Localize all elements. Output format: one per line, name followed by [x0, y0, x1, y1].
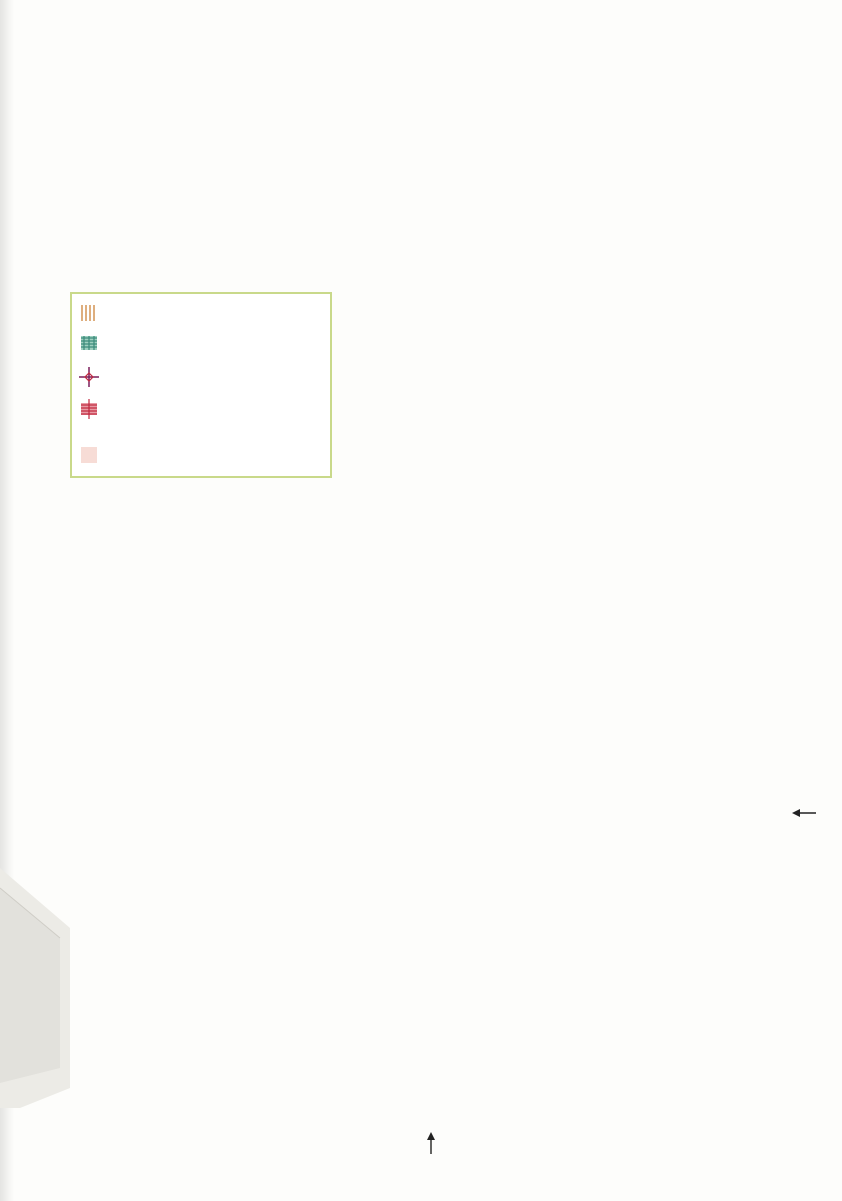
embroidered-heart-photo-large	[262, 62, 458, 234]
embroidered-heart-photo-small	[560, 246, 766, 432]
satin-stitch-icon	[78, 302, 100, 324]
center-column-arrow-icon	[424, 1132, 438, 1154]
legend-item-cutwork	[78, 444, 106, 466]
center-row-arrow-icon	[792, 806, 816, 820]
legend-item-satin	[78, 302, 109, 324]
woven-bar-icon	[78, 332, 100, 354]
linen-fabric-photo	[0, 868, 70, 1108]
stitch-legend	[70, 292, 332, 478]
heart-pattern-grid	[70, 494, 792, 1132]
cutwork-area-icon	[78, 444, 100, 466]
legend-item-woven-bar	[78, 332, 106, 354]
picot-bar-icon	[78, 398, 100, 420]
legend-item-picot-bar	[78, 398, 106, 420]
embroidery-chart	[70, 494, 792, 1132]
dove-eye-icon	[78, 366, 100, 388]
legend-item-dove-eye	[78, 366, 109, 388]
